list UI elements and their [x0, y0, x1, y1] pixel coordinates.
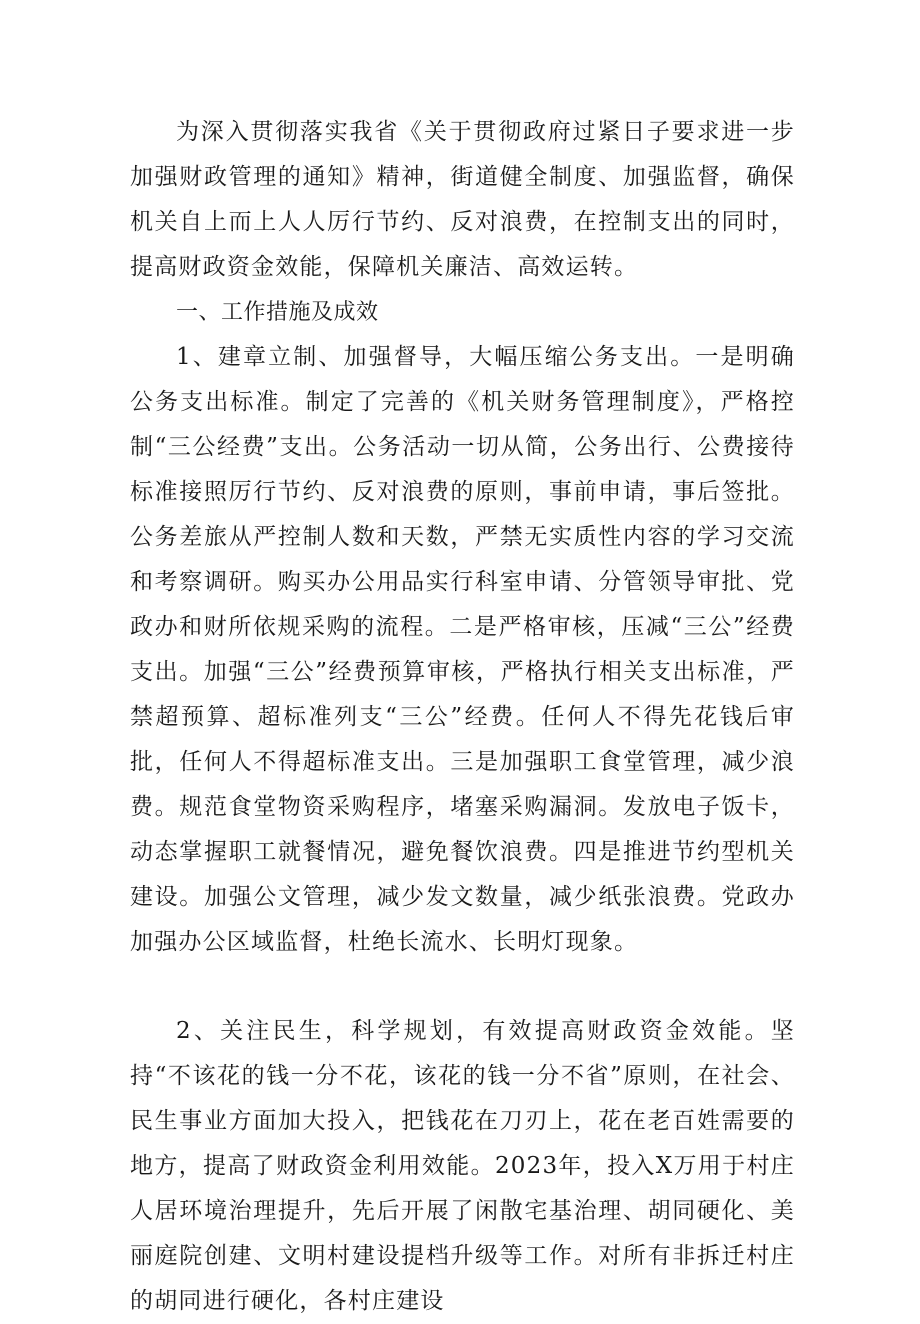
document-page [130, 110, 795, 1324]
paragraph-spacer [130, 965, 795, 1009]
intro-paragraph: 为深入贯彻落实我省《关于贯彻政府过紧日子要求进一步加强财政管理的通知》精神，街道健全制度、加强监督，确保机关自上而上人人厉行节约、反对浪费，在控制支出的同时，提高财政资金效能，保障机关廉洁、高效运转。 [130, 119, 795, 280]
item-2-paragraph: 2、关注民生，科学规划，有效提高财政资金效能。坚持“不该花的钱一分不花，该花的钱一分不省”原则，在社会、民生事业方面加大投入，把钱花在刀刃上，花在老百姓需要的地方，提高了财政资金利用效能。2023年，投入X万用于村庄人居环境治理提升，先后开展了闲散宅基治理、胡同硬化、美丽庭院创建、文明村建设提档升级等工作。对所有非拆迁村庄的胡同进行硬化，各村庄建设 [130, 1018, 795, 1314]
item-1-paragraph: 1、建章立制、加强督导，大幅压缩公务支出。一是明确公务支出标准。制定了完善的《机关财务管理制度》，严格控制“三公经费”支出。公务活动一切从简，公务出行、公费接待标准接照厉行节约、反对浪费的原则，事前申请，事后签批。公务差旅从严控制人数和天数，严禁无实质性内容的学习交流和考察调研。购买办公用品实行科室申请、分管领导审批、党政办和财所依规采购的流程。二是严格审核，压减“三公”经费支出。加强“三公”经费预算审核，严格执行相关支出标准，严禁超预算、超标准列支“三公”经费。任何人不得先花钱后审批，任何人不得超标准支出。三是加强职工食堂管理，减少浪费。规范食堂物资采购程序，堵塞采购漏洞。发放电子饭卡，动态掌握职工就餐情况，避免餐饮浪费。四是推进节约型机关建设。加强公文管理，减少发文数量，减少纸张浪费。党政办加强办公区域监督，杜绝长流水、长明灯现象。 [130, 344, 795, 955]
section-heading: 一、工作措施及成效 [176, 300, 379, 325]
